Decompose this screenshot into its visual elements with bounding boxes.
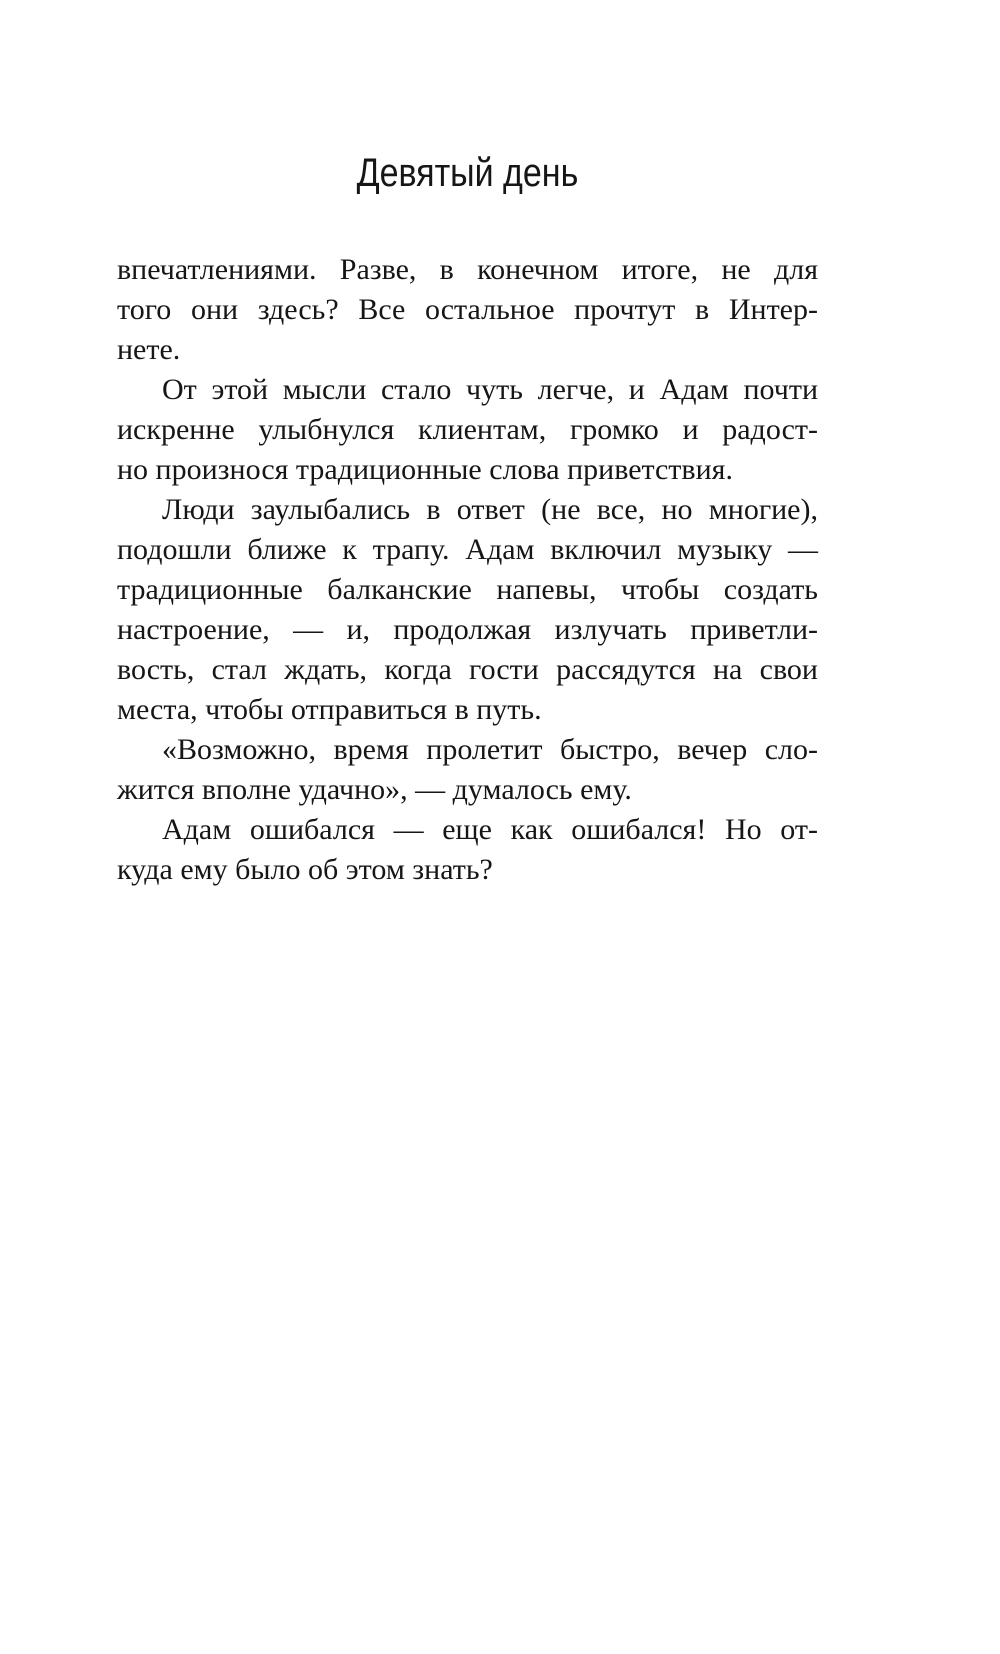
page-text bbox=[117, 250, 818, 890]
text-line: куда ему было об этом знать? bbox=[117, 853, 493, 886]
text-line: Адам ошибался — еще как ошибался! Но от- bbox=[162, 813, 818, 846]
text-line: «Возможно, время пролетит быстро, вечер сло- bbox=[162, 733, 818, 766]
text-line: искренне улыбнулся клиентам, громко и радост- bbox=[117, 413, 818, 446]
text-line: того они здесь? Все остальное прочтут в Интер- bbox=[117, 293, 818, 326]
chapter-title bbox=[117, 151, 818, 195]
paragraph bbox=[117, 370, 818, 490]
paragraph bbox=[117, 250, 818, 370]
text-line: впечатлениями. Разве, в конечном итоге, не для bbox=[117, 253, 818, 286]
text-line: жится вполне удачно», — думалось ему. bbox=[117, 773, 632, 806]
text-line: От этой мысли стало чуть легче, и Адам почти bbox=[162, 373, 818, 406]
text-line: подошли ближе к трапу. Адам включил музыку — bbox=[117, 533, 818, 566]
text-line: места, чтобы отправиться в путь. bbox=[117, 693, 542, 726]
text-line: традиционные балканские напевы, чтобы создать bbox=[117, 573, 818, 606]
paragraph bbox=[117, 490, 818, 730]
text-line: но произнося традиционные слова приветствия. bbox=[117, 453, 733, 486]
text-line: Люди заулыбались в ответ (не все, но многие), bbox=[162, 493, 818, 526]
paragraph bbox=[117, 810, 818, 890]
text-line: нете. bbox=[117, 333, 181, 366]
text-line: вость, стал ждать, когда гости рассядутся на свои bbox=[117, 653, 818, 686]
chapter-title-text: Девятый день bbox=[356, 151, 579, 195]
paragraph bbox=[117, 730, 818, 810]
text-line: настроение, — и, продолжая излучать приветли- bbox=[117, 613, 818, 646]
